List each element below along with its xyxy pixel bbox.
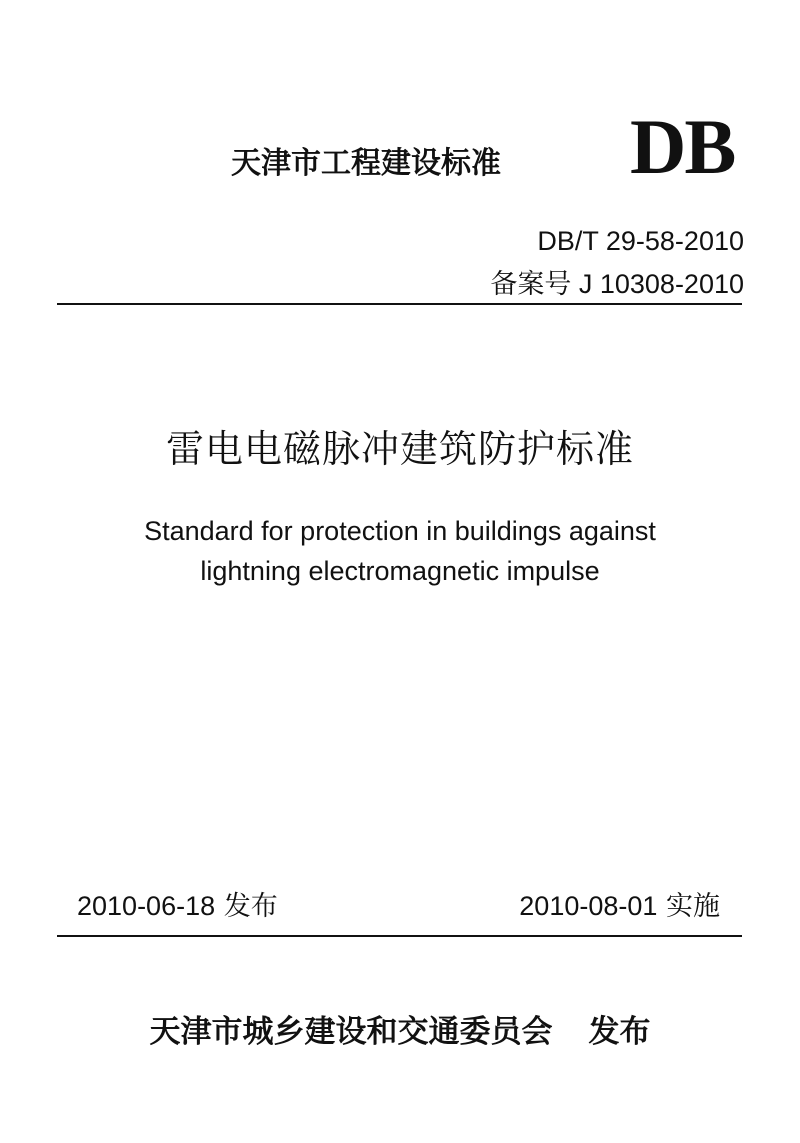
issue-label: 发布 [223, 891, 278, 922]
implementation-date-block [519, 884, 720, 923]
record-number: 备案号 J 10308-2010 [490, 269, 744, 299]
top-divider [57, 303, 742, 305]
document-title-chinese: 雷电电磁脉冲建筑防护标准 [165, 427, 634, 471]
standard-code: DB/T 29-58-2010 [537, 226, 744, 256]
document-title-english-line-1: Standard for protection in buildings against [144, 516, 656, 546]
document-title-english-line-2: lightning electromagnetic impulse [200, 556, 600, 586]
publisher-action: 发布 [588, 1014, 651, 1050]
series-title: 天津市工程建设标准 [231, 146, 501, 181]
publisher-line [0, 1006, 800, 1051]
issue-date: 2010-06-18 [77, 891, 216, 921]
publisher-name: 天津市城乡建设和交通委员会 [149, 1014, 553, 1050]
issue-date-block [77, 884, 278, 923]
implementation-label: 实施 [666, 891, 720, 922]
implementation-date: 2010-08-01 [519, 891, 658, 921]
bottom-divider [57, 935, 742, 937]
db-logo-mark: DB [630, 103, 735, 190]
